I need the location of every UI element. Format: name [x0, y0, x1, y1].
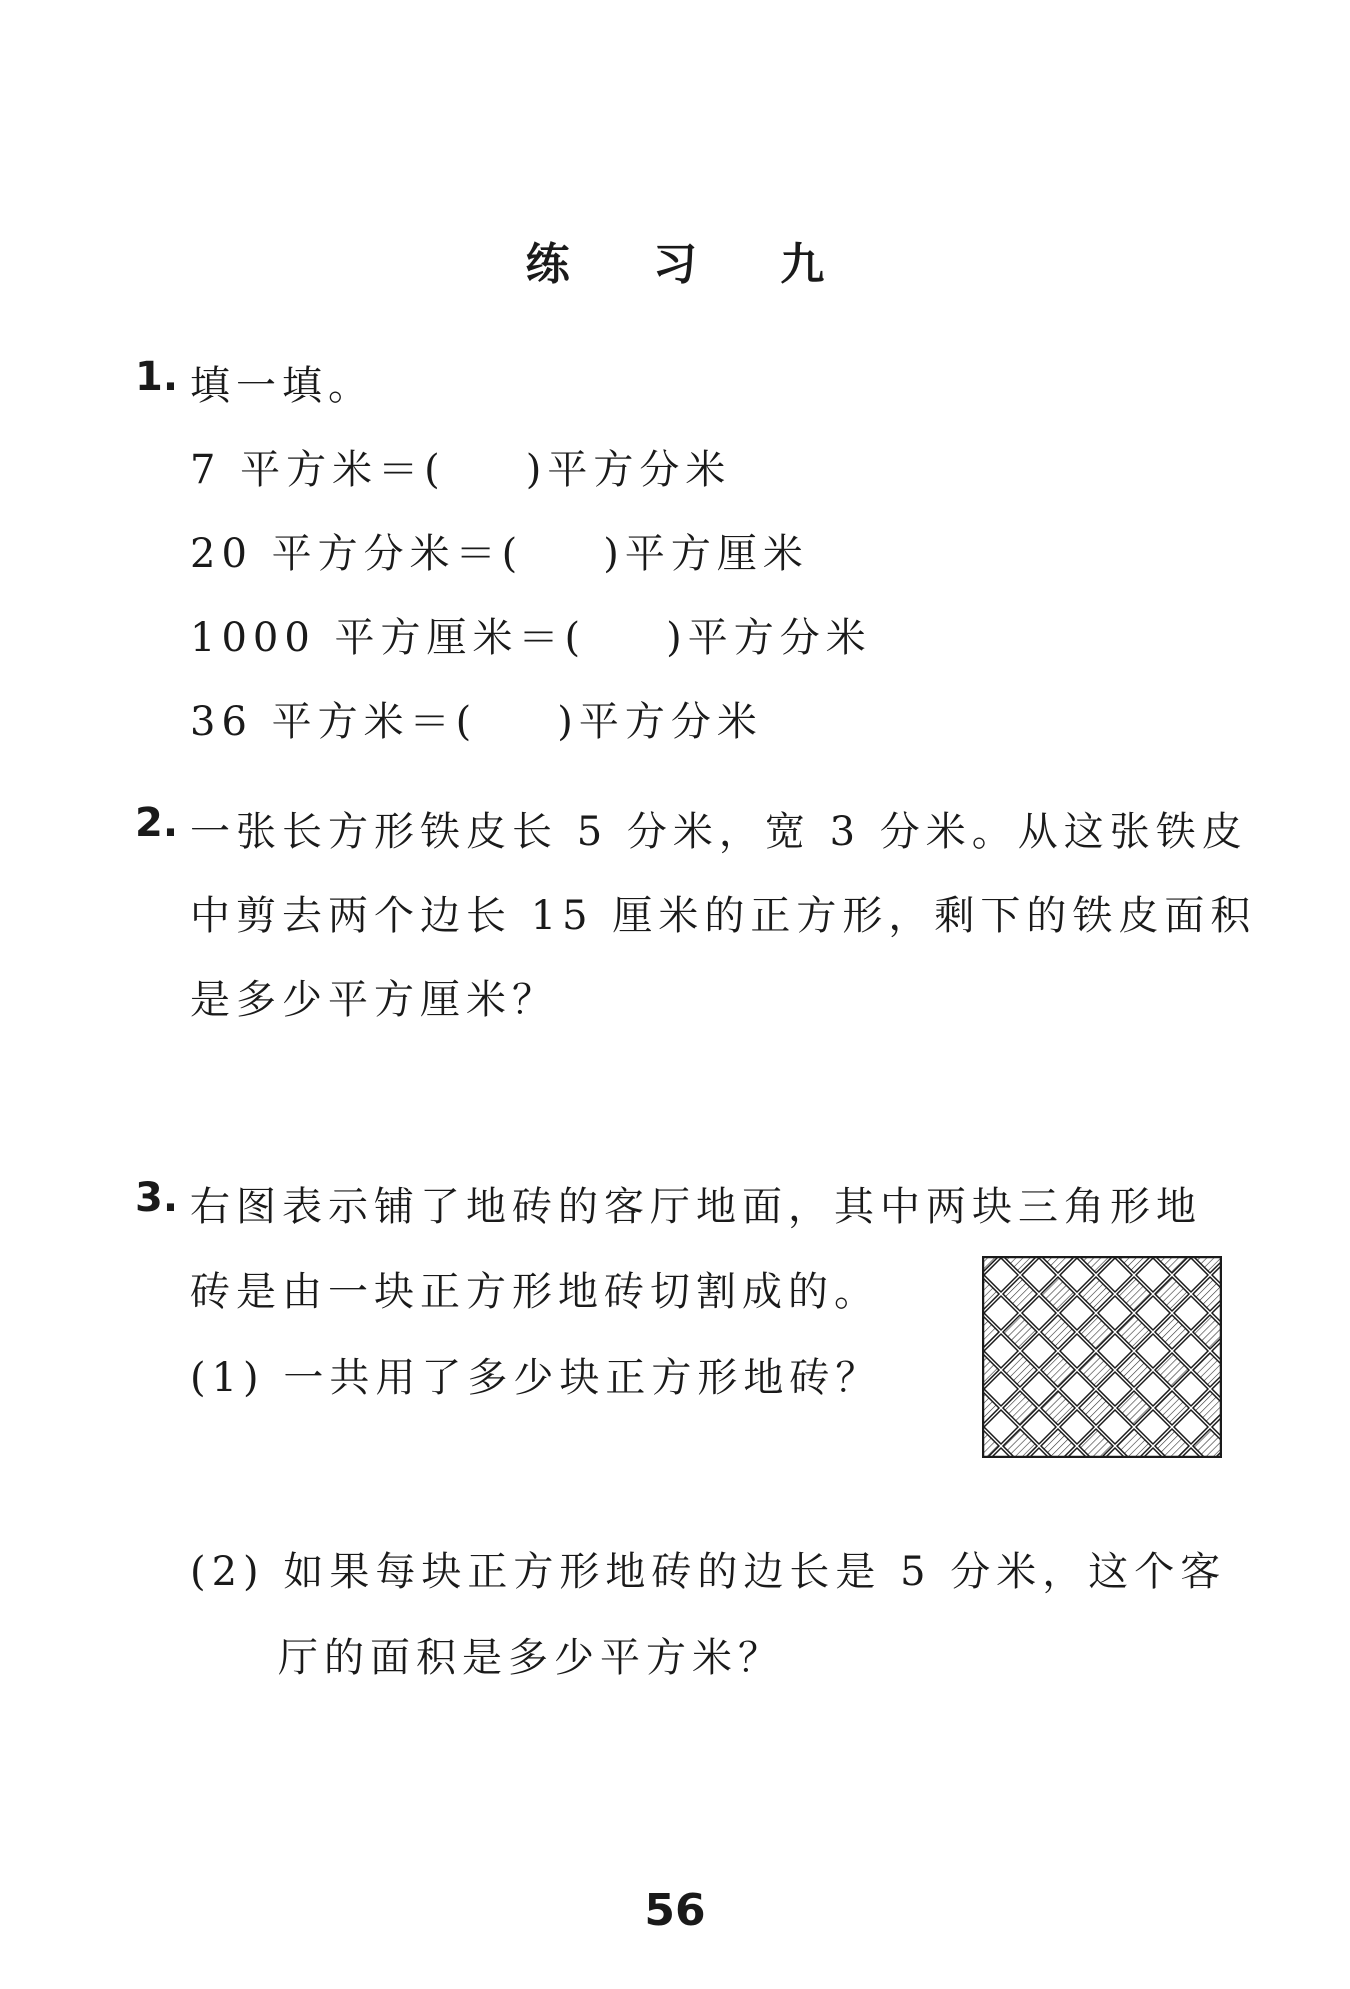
q1-line-4-post: )平方分米: [557, 699, 763, 745]
q1-line-3-pre: 1000 平方厘米＝(: [190, 615, 587, 661]
q1-prompt: 填一填。: [190, 363, 374, 409]
page-title: 练 习 九: [525, 239, 859, 290]
q2-number: 2.: [135, 800, 179, 846]
q1-line-3: [190, 606, 872, 663]
tile-floor-figure: [982, 1256, 1222, 1458]
q1-line-2-pre: 20 平方分米＝(: [190, 531, 524, 577]
q1-line-1-post: )平方分米: [525, 447, 732, 493]
q3-sub-1: (1) 一共用了多少块正方形地砖？: [190, 1355, 882, 1401]
q1-line-1-pre: 7 平方米＝(: [190, 447, 446, 493]
q2-line-3: 是多少平方厘米？: [190, 977, 558, 1023]
q3-sub-2-line-2: 厅的面积是多少平方米？: [278, 1635, 784, 1681]
q2-line-2: 中剪去两个边长 15 厘米的正方形，剩下的铁皮面积: [190, 893, 1257, 939]
q1-line-1: [190, 438, 731, 495]
page-number: 56: [644, 1885, 706, 1936]
q1-line-4-pre: 36 平方米＝(: [190, 699, 478, 745]
q1-line-4: [190, 690, 763, 747]
q1-line-2: [190, 522, 809, 579]
q2-line-1: 一张长方形铁皮长 5 分米，宽 3 分米。从这张铁皮: [190, 809, 1248, 855]
q3-sub-2-line-1: (2) 如果每块正方形地砖的边长是 5 分米，这个客: [190, 1549, 1227, 1595]
q3-line-1: 右图表示铺了地砖的客厅地面，其中两块三角形地: [190, 1184, 1202, 1230]
q1-line-3-post: )平方分米: [666, 615, 872, 661]
q3-line-2: 砖是由一块正方形地砖切割成的。: [190, 1269, 880, 1315]
q1-line-2-post: )平方厘米: [603, 531, 809, 577]
q1-number: 1.: [135, 354, 179, 400]
q3-number: 3.: [135, 1175, 179, 1221]
